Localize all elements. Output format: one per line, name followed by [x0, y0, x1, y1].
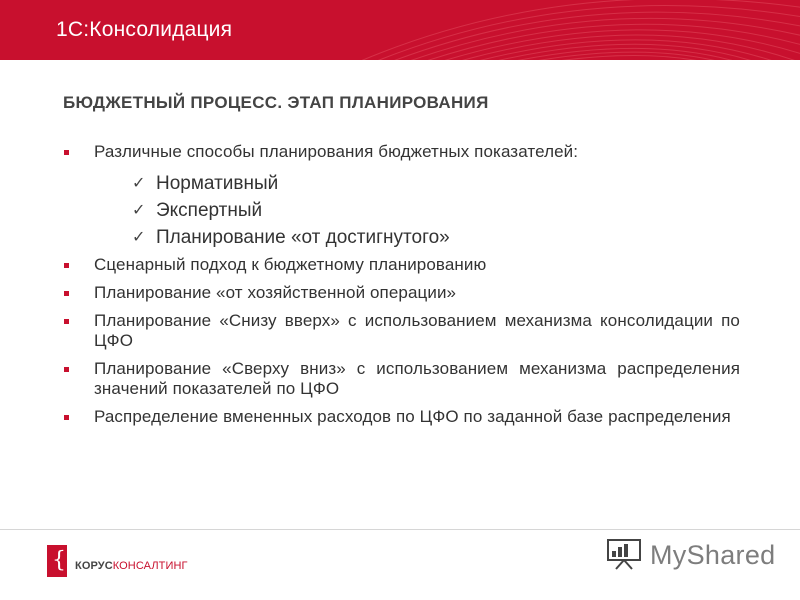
list-item [60, 283, 740, 303]
sub-item-text: Экспертный [156, 200, 263, 221]
square-bullet-icon [64, 319, 69, 324]
list-item-text: Распределение вмененных расходов по ЦФО по заданной базе распределения [94, 407, 731, 426]
square-bullet-icon [64, 263, 69, 268]
logo-suffix: КОНСАЛТИНГ [112, 560, 188, 572]
bullet-list [60, 142, 740, 435]
list-item-text: Планирование «от хозяйственной операции» [94, 283, 457, 302]
list-item-text: Планирование «Сверху вниз» с использованием механизма распределения значений показателей по ЦФО [94, 359, 740, 398]
square-bullet-icon [64, 291, 69, 296]
sub-list-item [60, 224, 740, 251]
sub-list-item [60, 170, 740, 197]
logo-brand: КОРУС [75, 560, 113, 572]
slide-heading: БЮДЖЕТНЫЙ ПРОЦЕСС. ЭТАП ПЛАНИРОВАНИЯ [63, 93, 489, 112]
sub-item-text: Нормативный [156, 173, 279, 194]
list-item-text: Сценарный подход к бюджетному планированию [94, 255, 487, 274]
list-item [60, 407, 740, 427]
sub-list-item [60, 197, 740, 224]
presentation-icon [606, 537, 646, 571]
checkmark-icon: ✓ [132, 229, 146, 246]
company-logo-mark [47, 545, 67, 577]
list-item-text: Различные способы планирования бюджетных показателей: [94, 142, 579, 161]
header-bar [0, 0, 800, 60]
list-item [60, 142, 740, 162]
checkmark-icon: ✓ [132, 202, 146, 219]
app-title: 1С:Консолидация [56, 18, 233, 41]
list-item [60, 255, 740, 275]
square-bullet-icon [64, 367, 69, 372]
sub-item-text: Планирование «от достигнутого» [156, 227, 450, 248]
logo-brace: { [52, 548, 66, 573]
watermark-text: MyShared [650, 540, 776, 570]
list-item-text: Планирование «Снизу вверх» с использованием механизма консолидации по ЦФО [94, 311, 740, 350]
company-logo-text [75, 560, 188, 572]
square-bullet-icon [64, 415, 69, 420]
list-item [60, 359, 740, 399]
list-item [60, 311, 740, 351]
checkmark-icon: ✓ [132, 175, 146, 192]
square-bullet-icon [64, 150, 69, 155]
sub-list [60, 170, 740, 251]
footer-divider [0, 529, 800, 530]
